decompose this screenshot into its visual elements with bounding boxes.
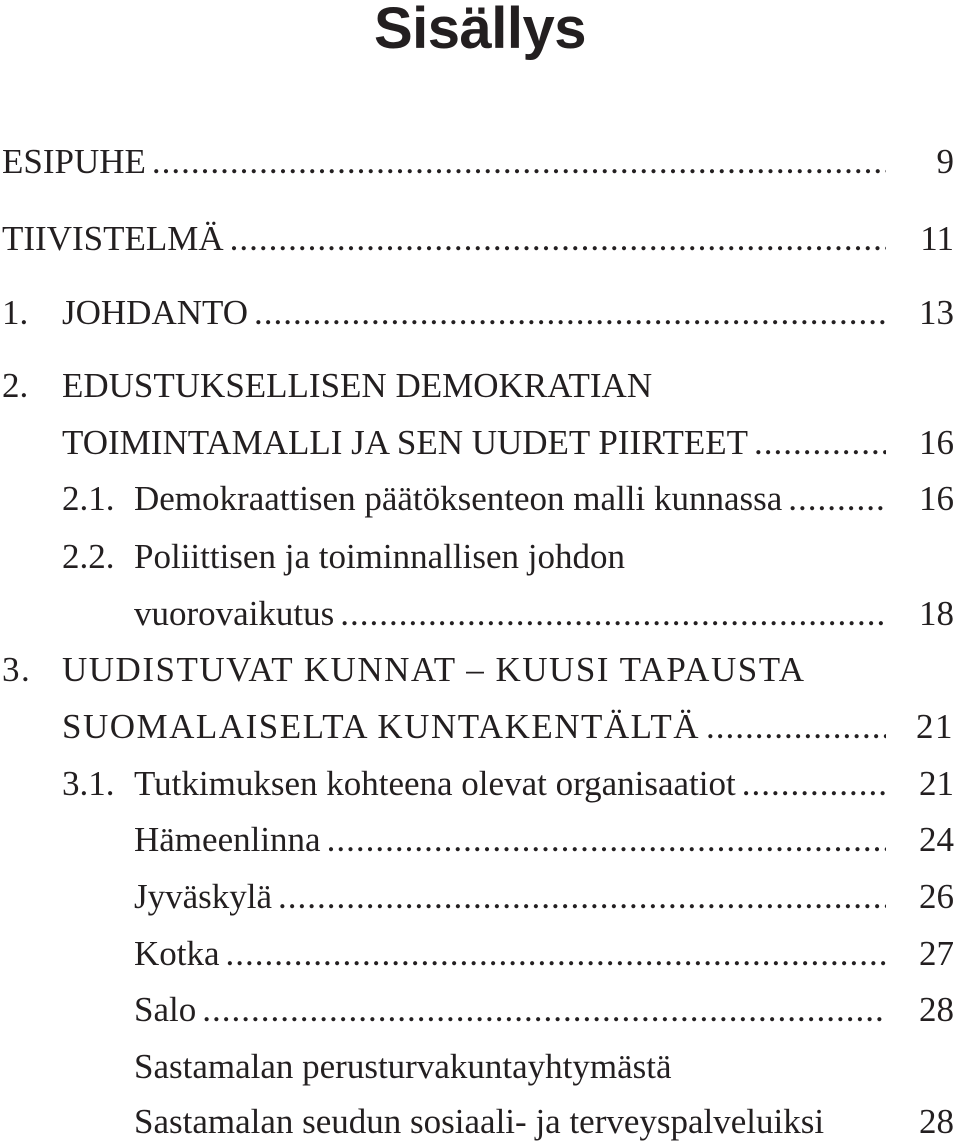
toc-entry-text — [134, 479, 886, 519]
toc-entry-section-3-line-2[interactable] — [0, 707, 960, 747]
dot-leader — [202, 990, 886, 1030]
toc-entry-salo[interactable] — [0, 990, 960, 1030]
dot-leader — [278, 877, 886, 917]
toc-entry-sastamala-line-2[interactable] — [0, 1102, 960, 1142]
toc-entry-text — [62, 650, 886, 690]
toc-section-number: 3. — [2, 650, 32, 689]
toc-entry-text — [134, 990, 886, 1030]
toc-entry-text — [62, 293, 886, 333]
toc-entry-text — [62, 707, 886, 747]
toc-entry-tiivistelma[interactable] — [0, 219, 960, 259]
toc-entry-text — [2, 142, 886, 182]
toc-entry-label: Kotka — [134, 934, 220, 973]
toc-entry-text — [62, 366, 886, 406]
toc-section-number: 3.1. — [62, 764, 115, 803]
toc-entry-label: Tutkimuksen kohteena olevat organisaatiot — [134, 764, 736, 803]
toc-entry-label: Hämeenlinna — [134, 820, 321, 859]
toc-entry-label: Sastamalan seudun sosiaali- ja terveyspalveluiksi — [134, 1102, 825, 1141]
toc-page-number: 9 — [936, 142, 954, 181]
dot-leader — [742, 764, 886, 804]
toc-entry-text — [134, 934, 886, 974]
dot-leader — [327, 820, 886, 860]
toc-section-number: 2.1. — [62, 479, 115, 518]
toc-entry-text — [134, 594, 886, 634]
toc-page-number: 28 — [919, 990, 954, 1029]
toc-entry-label: Salo — [134, 990, 197, 1029]
toc-entry-section-2-line-2[interactable] — [0, 423, 960, 463]
toc-entry-johdanto[interactable] — [0, 293, 960, 333]
toc-entry-label: TIIVISTELMÄ — [2, 219, 224, 258]
toc-entry-text — [134, 877, 886, 917]
toc-entry-kotka[interactable] — [0, 934, 960, 974]
toc-entry-label: Demokraattisen päätöksenteon malli kunnassa — [134, 479, 783, 518]
toc-entry-section-3-line-1[interactable] — [0, 650, 960, 690]
toc-page-number: 21 — [919, 764, 954, 803]
toc-entry-label: TOIMINTAMALLI JA SEN UUDET PIIRTEET — [62, 423, 748, 462]
toc-page-number: 28 — [919, 1102, 954, 1141]
toc-page-number: 18 — [919, 594, 954, 633]
dot-leader — [226, 934, 886, 974]
toc-entry-label: Poliittisen ja toiminnallisen johdon — [134, 537, 625, 576]
dot-leader — [706, 707, 886, 747]
toc-entry-text — [134, 764, 886, 804]
toc-page-number: 16 — [919, 423, 954, 462]
toc-entry-label: JOHDANTO — [62, 293, 249, 332]
toc-entry-text — [134, 1102, 886, 1142]
toc-entry-label: ESIPUHE — [2, 142, 146, 181]
toc-section-number: 2. — [2, 366, 29, 405]
toc-entry-label: UUDISTUVAT KUNNAT – KUUSI TAPAUSTA — [62, 650, 806, 689]
toc-section-number: 1. — [2, 293, 29, 332]
dot-leader — [340, 594, 886, 634]
toc-entry-label: vuorovaikutus — [134, 594, 335, 633]
toc-entry-section-2-2-line-1[interactable] — [0, 537, 960, 577]
toc-entry-section-3-1[interactable] — [0, 764, 960, 804]
toc-entry-text — [62, 423, 886, 463]
toc-entry-label: SUOMALAISELTA KUNTAKENTÄLTÄ — [62, 707, 700, 746]
toc-entry-esipuhe[interactable] — [0, 142, 960, 182]
toc-entry-sastamala-line-1[interactable] — [0, 1047, 960, 1087]
dot-leader — [788, 479, 886, 519]
dot-leader — [152, 142, 886, 182]
toc-entry-text — [134, 820, 886, 860]
toc-page-number: 21 — [916, 707, 954, 746]
toc-section-number: 2.2. — [62, 537, 115, 576]
toc-entry-text — [134, 537, 886, 577]
toc-entry-hameenlinna[interactable] — [0, 820, 960, 860]
toc-entry-label: Sastamalan perusturvakuntayhtymästä — [134, 1047, 672, 1086]
toc-entry-text — [2, 219, 886, 259]
toc-entry-label: Jyväskylä — [134, 877, 273, 916]
toc-page-number: 11 — [920, 219, 954, 258]
toc-entry-section-2-line-1[interactable] — [0, 366, 960, 406]
toc-entry-text — [134, 1047, 886, 1087]
page-title: Sisällys — [373, 0, 587, 61]
toc-entry-section-2-2-line-2[interactable] — [0, 594, 960, 634]
dot-leader — [754, 423, 886, 463]
toc-entry-label: EDUSTUKSELLISEN DEMOKRATIAN — [62, 366, 653, 405]
toc-page-number: 27 — [919, 934, 954, 973]
toc-page-number: 24 — [919, 820, 954, 859]
toc-page-number: 26 — [919, 877, 954, 916]
dot-leader — [230, 219, 886, 259]
dot-leader — [254, 293, 886, 333]
toc-entry-section-2-1[interactable] — [0, 479, 960, 519]
toc-page-number: 13 — [919, 293, 954, 332]
toc-entry-jyvaskyla[interactable] — [0, 877, 960, 917]
toc-page-number: 16 — [919, 479, 954, 518]
